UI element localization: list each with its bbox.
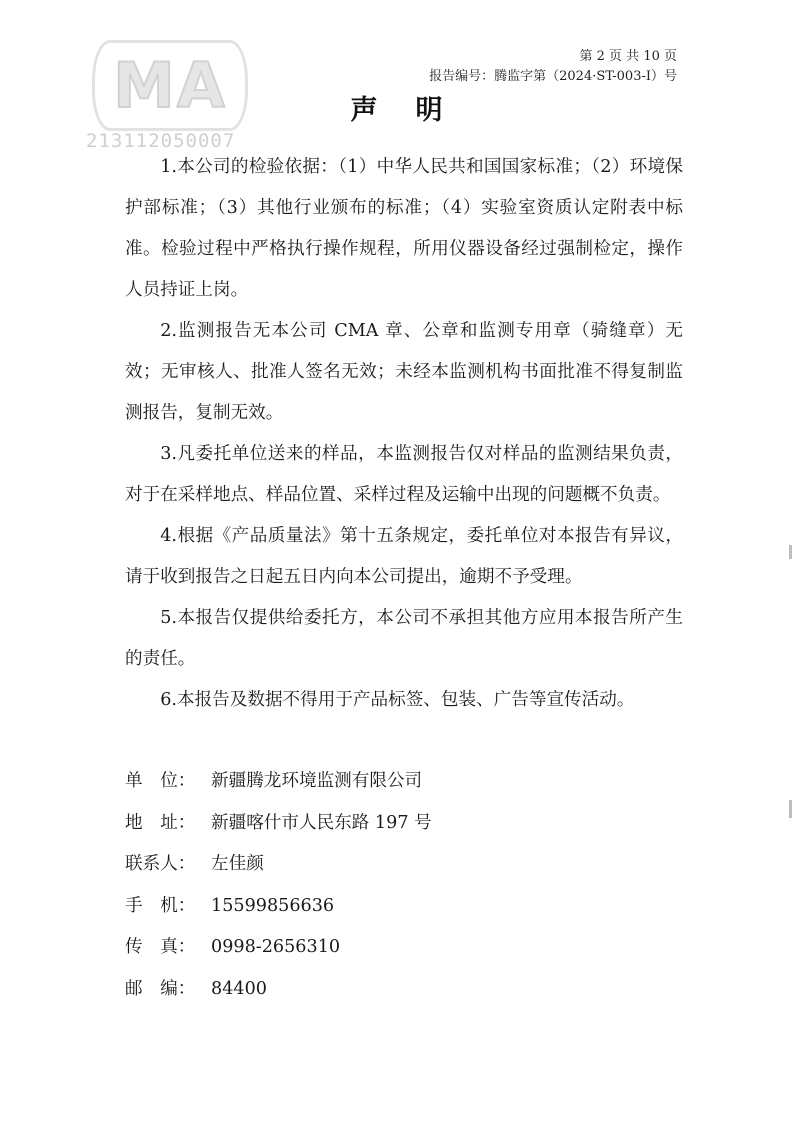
page-header-info: [429, 47, 677, 87]
contact-row-fax: [125, 935, 685, 977]
contact-row-person: [125, 852, 685, 894]
cma-stamp-letters: MA: [113, 49, 227, 122]
clause-4: 4.根据《产品质量法》第十五条规定，委托单位对本报告有异议，请于收到报告之日起五日内向本公司提出，逾期不予受理。: [125, 526, 683, 587]
report-number: 报告编号：腾监字第（2024·ST-003-Ⅰ）号: [429, 69, 677, 84]
clause-6: 6.本报告及数据不得用于产品标签、包装、广告等宣传活动。: [160, 690, 635, 710]
fax-label: 传 真：: [125, 937, 196, 958]
postcode-value: 84400: [211, 978, 267, 999]
page-number: 第 2 页 共 10 页: [579, 49, 677, 64]
address-value: 新疆喀什市人民东路 197 号: [211, 812, 432, 833]
page-title: 声明: [350, 95, 481, 126]
contact-row-postcode: [125, 977, 685, 1019]
contact-row-address: [125, 811, 685, 853]
postcode-label: 邮 编：: [125, 978, 196, 999]
clause-5: 5.本报告仅提供给委托方，本公司不承担其他方应用本报告所产生的责任。: [125, 608, 683, 669]
scan-edge-mark: [789, 800, 792, 818]
cma-certificate-number: 213112050007: [86, 130, 236, 152]
contact-info: [125, 769, 685, 1019]
clause-2: 2.监测报告无本公司 CMA 章、公章和监测专用章（骑缝章）无效；无审核人、批准人签名无效；未经本监测机构书面批准不得复制监测报告，复制无效。: [125, 321, 683, 423]
fax-value: 0998-2656310: [211, 937, 341, 958]
contact-row-mobile: [125, 894, 685, 936]
person-label: 联系人：: [125, 854, 196, 875]
scan-edge-mark: [789, 545, 792, 559]
unit-value: 新疆腾龙环境监测有限公司: [211, 771, 423, 791]
clause-1: 1.本公司的检验依据：（1）中华人民共和国国家标准；（2）环境保护部标准；（3）其他行业颁布的标准；（4）实验室资质认定附表中标准。检验过程中严格执行操作规程，所用仪器设备经过强制检定，操作人员持证上岗。: [125, 157, 683, 300]
clause-3: 3.凡委托单位送来的样品，本监测报告仅对样品的监测结果负责，对于在采样地点、样品位置、采样过程及运输中出现的问题概不负责。: [125, 444, 683, 505]
address-label: 地 址：: [125, 812, 196, 833]
contact-row-unit: [125, 769, 685, 811]
declaration-clauses: [125, 147, 683, 721]
person-value: 左佳颜: [211, 854, 264, 875]
mobile-label: 手 机：: [125, 895, 196, 916]
mobile-value: 15599856636: [211, 895, 335, 916]
unit-label: 单 位：: [125, 771, 196, 791]
